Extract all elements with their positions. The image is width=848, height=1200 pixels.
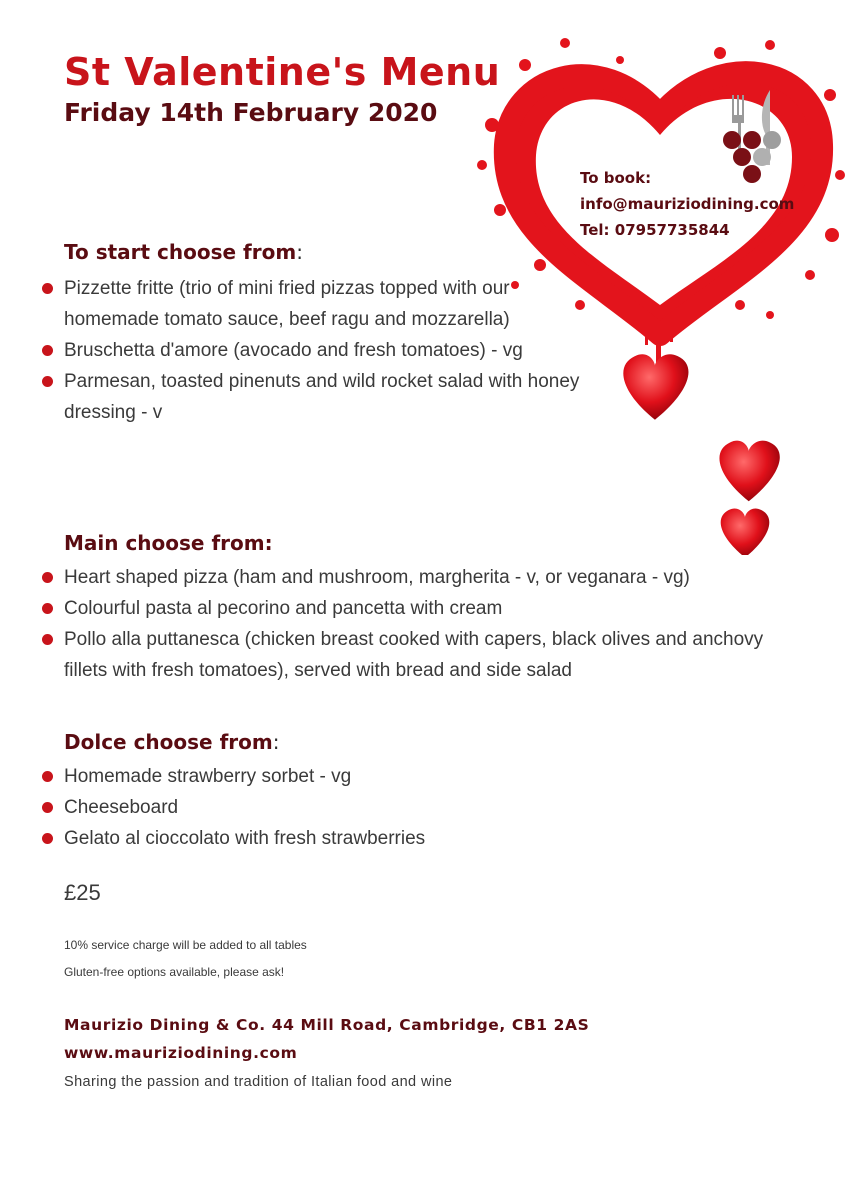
gluten-note: Gluten-free options available, please ask!	[64, 965, 285, 979]
mains-list	[40, 562, 810, 686]
list-item: Homemade strawberry sorbet - vg	[40, 761, 640, 792]
booking-label: To book:	[580, 169, 652, 187]
dolce-heading: Dolce choose from:	[64, 730, 280, 754]
list-item: Bruschetta d'amore (avocado and fresh tomatoes) - vg	[40, 335, 600, 366]
starters-heading: To start choose from:	[64, 240, 303, 264]
list-item: Colourful pasta al pecorino and pancetta with cream	[40, 593, 810, 624]
list-item: Pizzette fritte (trio of mini fried pizzas topped with our homemade tomato sauce, beef ragu and mozzarella)	[40, 273, 584, 335]
list-item: Gelato al cioccolato with fresh strawberries	[40, 823, 640, 854]
page-title: St Valentine's Menu	[64, 50, 501, 94]
booking-email[interactable]: info@mauriziodining.com	[580, 195, 795, 213]
list-item: Pollo alla puttanesca (chicken breast cooked with capers, black olives and anchovy fillets with fresh tomatoes), served with bread and side salad	[40, 624, 810, 686]
menu-price: £25	[64, 880, 101, 905]
tagline: Sharing the passion and tradition of Italian food and wine	[64, 1074, 453, 1090]
list-item: Heart shaped pizza (ham and mushroom, margherita - v, or veganara - vg)	[40, 562, 810, 593]
dolce-list	[40, 761, 640, 854]
list-item: Parmesan, toasted pinenuts and wild rocket salad with honey dressing - v	[40, 366, 604, 428]
starters-list	[40, 273, 600, 428]
service-note: 10% service charge will be added to all tables	[64, 938, 307, 952]
list-item: Cheeseboard	[40, 792, 640, 823]
website-link[interactable]: www.mauriziodining.com	[64, 1044, 298, 1062]
booking-phone[interactable]: Tel: 07957735844	[580, 221, 730, 239]
mains-heading: Main choose from:	[64, 531, 273, 555]
small-heart-icon	[623, 354, 779, 555]
event-date: Friday 14th February 2020	[64, 98, 438, 127]
restaurant-address: Maurizio Dining & Co. 44 Mill Road, Cambridge, CB1 2AS	[64, 1016, 590, 1034]
booking-info	[580, 165, 794, 243]
